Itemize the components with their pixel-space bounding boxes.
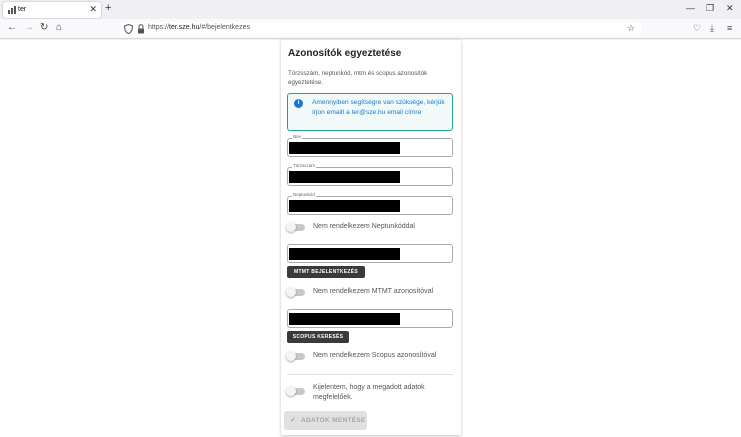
toggle-knob bbox=[286, 287, 296, 297]
restore-icon[interactable]: ❐ bbox=[706, 3, 715, 13]
help-alert-text: Amennyiben segítségre van szüksége, kérjük írjon emailt a ter@sze.hu email címre bbox=[312, 99, 445, 116]
info-icon: i bbox=[294, 99, 303, 108]
name-field[interactable] bbox=[287, 134, 453, 157]
redacted-value bbox=[289, 171, 400, 183]
redacted-value bbox=[289, 142, 400, 154]
pocket-icon[interactable]: ♡ bbox=[693, 23, 702, 33]
no-mtmt-toggle[interactable] bbox=[287, 289, 305, 296]
new-tab-icon[interactable]: + bbox=[105, 2, 112, 14]
tab-title: ter bbox=[18, 6, 27, 13]
no-neptun-toggle-row[interactable] bbox=[287, 222, 457, 234]
neptun-code-field[interactable] bbox=[287, 192, 453, 215]
nav-bar bbox=[0, 19, 741, 39]
no-mtmt-toggle-row[interactable] bbox=[287, 287, 457, 299]
declaration-toggle-row[interactable] bbox=[287, 383, 457, 405]
url-text: https://ter.sze.hu/#/bejelentkezes bbox=[148, 24, 250, 31]
home-icon[interactable]: ⌂ bbox=[56, 22, 63, 33]
page-content bbox=[0, 40, 741, 437]
neptun-code-field-label: Neptunkód bbox=[293, 192, 315, 197]
forward-icon[interactable]: → bbox=[24, 22, 34, 33]
tab-close-icon[interactable]: ✕ bbox=[89, 4, 97, 14]
declaration-label: Kijelentem, hogy a megadott adatok megfelelőek. bbox=[313, 384, 425, 401]
save-data-label: ADATOK MENTÉSE bbox=[301, 417, 366, 424]
toggle-knob bbox=[286, 351, 296, 361]
help-alert bbox=[287, 93, 453, 131]
no-scopus-toggle[interactable] bbox=[287, 353, 305, 360]
lock-icon bbox=[137, 24, 145, 34]
page-title: Azonosítók egyeztetése bbox=[288, 48, 402, 59]
save-data-button[interactable] bbox=[284, 411, 367, 430]
redacted-value bbox=[289, 313, 400, 325]
page-favicon-icon bbox=[8, 6, 16, 14]
tab-bar bbox=[0, 0, 741, 19]
divider bbox=[287, 374, 453, 375]
shield-icon bbox=[124, 24, 133, 34]
reload-icon[interactable]: ↻ bbox=[40, 22, 49, 33]
toggle-knob bbox=[286, 222, 296, 232]
mtmt-field[interactable] bbox=[287, 244, 453, 263]
download-icon[interactable]: ⤓ bbox=[710, 23, 714, 33]
name-field-label: Név bbox=[293, 134, 302, 139]
minimize-icon[interactable]: — bbox=[686, 3, 695, 13]
back-icon[interactable]: ← bbox=[7, 22, 17, 33]
window-close-icon[interactable]: ✕ bbox=[726, 3, 734, 13]
scopus-search-button[interactable]: SCOPUS KERESÉS bbox=[287, 331, 349, 343]
browser-tab[interactable] bbox=[3, 2, 101, 18]
form-card bbox=[281, 40, 461, 435]
form-subtitle: Törzsszám, neptunkód, mtm és scopus azonosítók egyeztetése. bbox=[288, 70, 428, 86]
toggle-knob bbox=[286, 386, 296, 396]
staff-number-field[interactable] bbox=[287, 163, 453, 186]
declaration-toggle[interactable] bbox=[287, 388, 305, 395]
check-icon: ✓ bbox=[290, 417, 297, 424]
redacted-value bbox=[289, 200, 400, 212]
staff-number-field-label: Törzsszám bbox=[293, 163, 316, 168]
bookmark-star-icon[interactable]: ☆ bbox=[626, 23, 635, 33]
no-neptun-toggle[interactable] bbox=[287, 224, 305, 231]
no-mtmt-label: Nem rendelkezem MTMT azonosítóval bbox=[313, 288, 434, 295]
url-bar[interactable] bbox=[120, 22, 641, 36]
no-scopus-toggle-row[interactable] bbox=[287, 351, 457, 363]
menu-icon[interactable]: ≡ bbox=[727, 23, 733, 33]
mtmt-login-button[interactable]: MTMT BEJELENTKEZÉS bbox=[287, 266, 365, 278]
redacted-value bbox=[289, 248, 400, 260]
no-scopus-label: Nem rendelkezem Scopus azonosítóval bbox=[313, 352, 437, 359]
no-neptun-label: Nem rendelkezem Neptunkóddal bbox=[313, 223, 415, 230]
scopus-field[interactable] bbox=[287, 309, 453, 328]
